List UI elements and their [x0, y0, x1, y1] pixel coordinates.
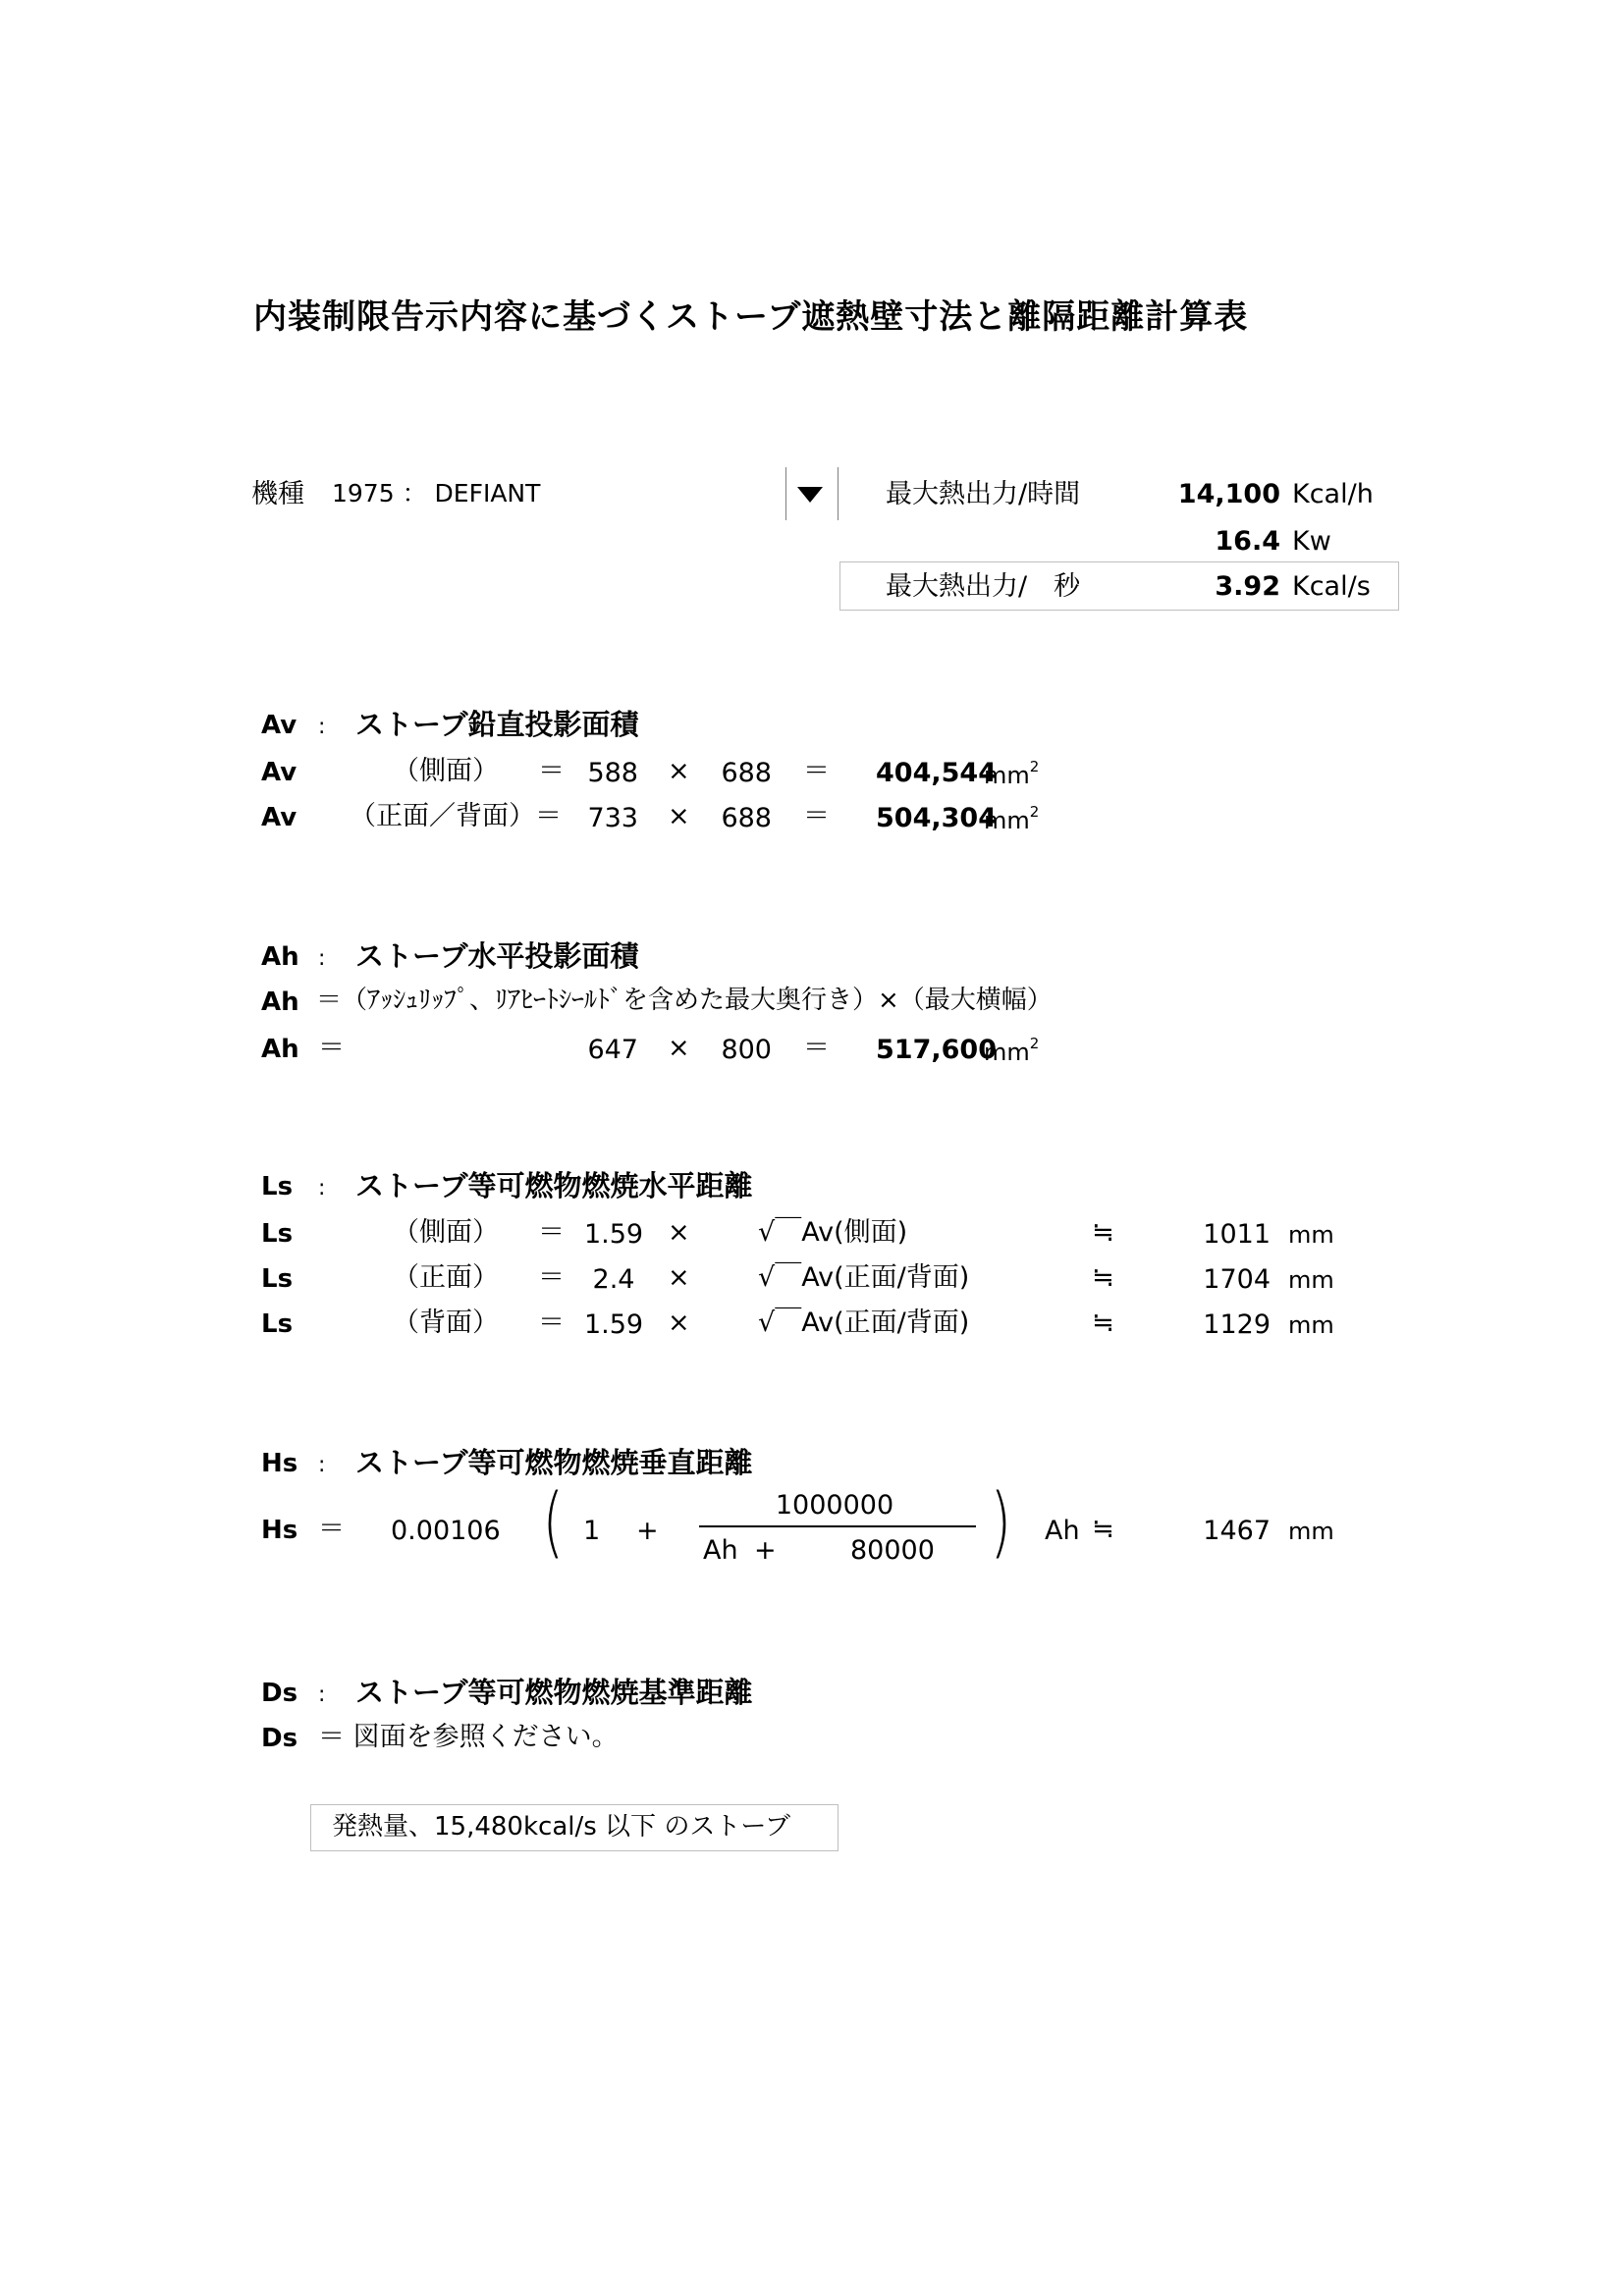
- hs-fraction-bar: [699, 1525, 976, 1527]
- max-output-sec-unit: Kcal/s: [1292, 571, 1371, 602]
- ls-row-front-root: √￣Av(正面/背面): [758, 1262, 970, 1293]
- ls-row-side-approx: ≒: [1092, 1217, 1114, 1248]
- av-row-side-times: ×: [668, 756, 690, 786]
- ls-row-back-symbol: Ls: [261, 1309, 294, 1339]
- av-row-front-symbol: Av: [261, 803, 298, 832]
- ls-row-front-unit: mm: [1288, 1266, 1334, 1294]
- hs-heading: ストーブ等可燃物燃焼垂直距離: [355, 1446, 753, 1479]
- max-output-hour-unit: Kcal/h: [1292, 479, 1374, 509]
- ah-def-text: ＝（ｱｯｼｭﾘｯﾌﾟ、ﾘｱﾋｰﾄｼｰﾙﾄﾞを含めた最大奥行き）×（最大横幅）: [316, 986, 1053, 1015]
- hs-row-den-plus: +: [754, 1535, 777, 1566]
- max-output-sec-label: 最大熱出力/ 秒: [886, 571, 1081, 602]
- ls-row-side-times: ×: [668, 1217, 690, 1248]
- ls-row-front-eq: ＝: [538, 1262, 565, 1293]
- ah-row-a: 647: [587, 1035, 638, 1065]
- av-colon: :: [318, 715, 326, 739]
- ls-colon: :: [318, 1176, 326, 1201]
- ds-def-symbol: Ds: [261, 1724, 298, 1753]
- hs-row-result: 1467: [1203, 1516, 1271, 1546]
- model-value[interactable]: 1975 ： DEFIANT: [332, 479, 541, 507]
- model-label: 機種: [251, 479, 304, 509]
- av-row-front-times: ×: [668, 801, 690, 831]
- ls-heading: ストーブ等可燃物燃焼水平距離: [355, 1169, 753, 1202]
- ls-row-back-root: √￣Av(正面/背面): [758, 1308, 970, 1338]
- hs-row-numerator: 1000000: [775, 1490, 894, 1521]
- ah-row-b: 800: [721, 1035, 772, 1065]
- hs-row-approx: ≒: [1092, 1514, 1114, 1544]
- ls-row-front-times: ×: [668, 1262, 690, 1293]
- max-output-hour-value: 14,100: [1177, 479, 1280, 509]
- ds-def-text: ＝ 図面を参照ください。: [318, 1722, 619, 1752]
- ls-row-front-label: （正面）: [393, 1262, 499, 1293]
- triangle-down-icon[interactable]: [797, 487, 823, 503]
- ls-row-front-k: 2.4: [592, 1264, 635, 1295]
- ls-row-side-k: 1.59: [583, 1219, 644, 1250]
- ah-row-symbol: Ah: [261, 1035, 299, 1064]
- ls-row-side-unit: mm: [1288, 1221, 1334, 1249]
- av-row-side-a: 588: [587, 758, 638, 788]
- ls-row-front-symbol: Ls: [261, 1264, 294, 1294]
- hs-row-den-b: 80000: [850, 1535, 935, 1566]
- hs-row-k: 0.00106: [391, 1516, 501, 1546]
- ls-row-side-root: √￣Av(側面): [758, 1217, 908, 1248]
- dropdown-divider-right: [838, 467, 839, 520]
- av-heading: ストーブ鉛直投影面積: [355, 708, 639, 741]
- av-row-side-eq2: ＝: [803, 756, 830, 786]
- av-row-front-label: （正面／背面）＝: [350, 801, 562, 831]
- ls-row-side-symbol: Ls: [261, 1219, 294, 1249]
- hs-row-eq: ＝: [318, 1514, 345, 1544]
- hs-colon: :: [318, 1453, 326, 1477]
- ls-row-back-label: （背面）: [393, 1308, 499, 1338]
- hs-row-plus: +: [636, 1516, 659, 1546]
- ls-row-side-result: 1011: [1203, 1219, 1271, 1250]
- av-row-side-symbol: Av: [261, 758, 298, 787]
- ls-row-back-times: ×: [668, 1308, 690, 1338]
- av-row-side-b: 688: [721, 758, 772, 788]
- hs-row-one: 1: [583, 1516, 601, 1546]
- av-row-side-result: 404,544: [876, 758, 997, 788]
- max-output-sec-value: 3.92: [1215, 571, 1280, 602]
- kw-value: 16.4: [1215, 526, 1280, 557]
- ls-row-side-eq: ＝: [538, 1217, 565, 1248]
- av-row-side-eq: ＝: [538, 756, 565, 786]
- dropdown-divider-left: [785, 467, 786, 520]
- ls-row-back-approx: ≒: [1092, 1308, 1114, 1338]
- av-row-front-b: 688: [721, 803, 772, 833]
- av-row-front-eq2: ＝: [803, 801, 830, 831]
- ls-row-back-k: 1.59: [583, 1309, 644, 1340]
- ls-row-front-approx: ≒: [1092, 1262, 1114, 1293]
- ds-note: 発熱量、15,480kcal/s 以下 のストーブ: [332, 1812, 791, 1842]
- av-row-side-label: （側面）: [393, 756, 499, 786]
- kw-unit: Kw: [1292, 526, 1331, 557]
- hs-row-symbol: Hs: [261, 1516, 298, 1545]
- av-row-side-unit: $mm^2$: [984, 758, 1040, 789]
- ah-colon: :: [318, 946, 326, 971]
- hs-row-ah: Ah: [1045, 1516, 1080, 1546]
- ds-heading: ストーブ等可燃物燃焼基準距離: [355, 1676, 753, 1709]
- ls-symbol: Ls: [261, 1172, 294, 1201]
- ah-row-result: 517,600: [876, 1035, 997, 1065]
- ah-row-eq: ＝: [318, 1033, 345, 1063]
- ah-symbol: Ah: [261, 942, 299, 972]
- hs-row-den-a: Ah: [703, 1535, 738, 1566]
- ls-row-back-unit: mm: [1288, 1311, 1334, 1339]
- ls-row-back-result: 1129: [1203, 1309, 1271, 1340]
- hs-row-unit: mm: [1288, 1518, 1334, 1545]
- ls-row-front-result: 1704: [1203, 1264, 1271, 1295]
- ah-row-unit: $mm^2$: [984, 1035, 1040, 1066]
- ah-row-eq2: ＝: [803, 1033, 830, 1063]
- hs-symbol: Hs: [261, 1449, 298, 1478]
- page-title: 内装制限告示内容に基づくストーブ遮熱壁寸法と離隔距離計算表: [253, 297, 1249, 337]
- av-row-front-result: 504,304: [876, 803, 997, 833]
- ls-row-back-eq: ＝: [538, 1308, 565, 1338]
- ds-colon: :: [318, 1682, 326, 1707]
- ah-heading: ストーブ水平投影面積: [355, 939, 639, 973]
- hs-right-paren: ): [990, 1478, 1011, 1567]
- ah-row-times: ×: [668, 1033, 690, 1063]
- av-symbol: Av: [261, 711, 298, 740]
- ah-def-symbol: Ah: [261, 988, 299, 1017]
- max-output-hour-label: 最大熱出力/時間: [886, 479, 1081, 509]
- ls-row-side-label: （側面）: [393, 1217, 499, 1248]
- av-row-front-a: 733: [587, 803, 638, 833]
- ds-symbol: Ds: [261, 1679, 298, 1708]
- av-row-front-unit: $mm^2$: [984, 803, 1040, 834]
- hs-left-paren: (: [542, 1478, 564, 1567]
